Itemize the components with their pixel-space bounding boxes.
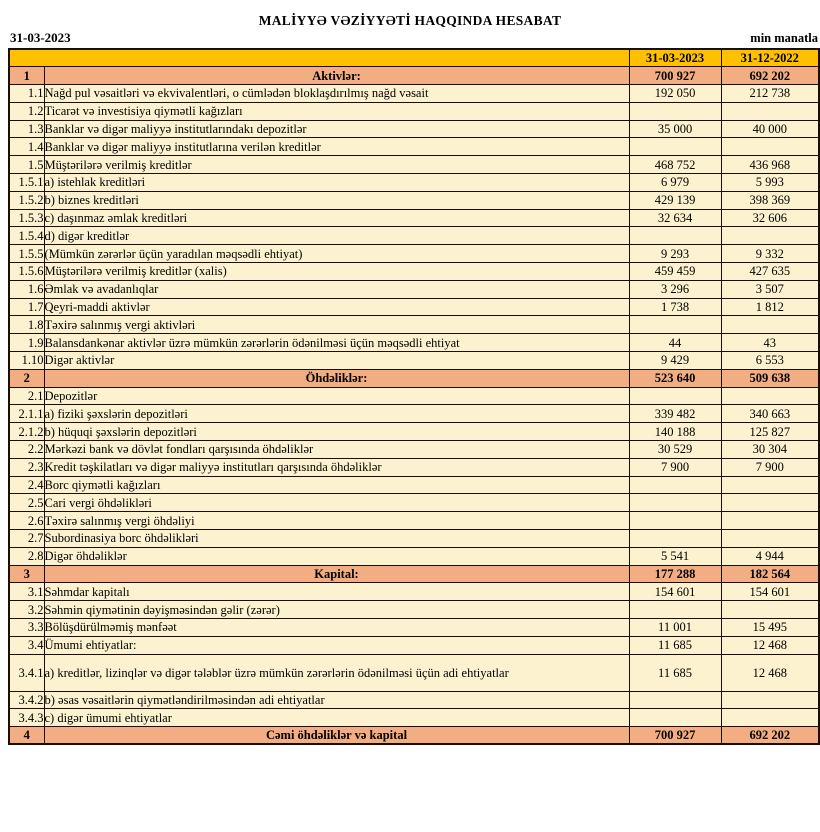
row-value-current: [629, 387, 721, 405]
table-row: [9, 387, 819, 405]
row-value-current: 177 288: [629, 565, 721, 583]
table-row: [9, 156, 819, 174]
row-value-previous: 4 944: [721, 547, 819, 565]
row-value-current: 523 640: [629, 369, 721, 387]
table-row: [9, 423, 819, 441]
report-date: 31-03-2023: [10, 30, 71, 45]
row-number: 2.1.1: [9, 405, 44, 423]
section-row: [9, 565, 819, 583]
table-row: [9, 601, 819, 619]
row-value-current: [629, 494, 721, 512]
row-number: 2.7: [9, 530, 44, 548]
row-value-previous: 340 663: [721, 405, 819, 423]
row-label: Kapital:: [44, 565, 629, 583]
row-label: Bölüşdürülməmiş mənfəət: [44, 619, 629, 637]
row-value-previous: [721, 102, 819, 120]
row-label: Qeyri-maddi aktivlər: [44, 298, 629, 316]
financial-position-table: [8, 48, 820, 745]
row-label: Müştərilərə verilmiş kreditlər (xalis): [44, 263, 629, 281]
row-label: Banklar və digər maliyyə institutlarındakı depozitlər: [44, 120, 629, 138]
table-row: [9, 316, 819, 334]
row-label: Aktivlər:: [44, 67, 629, 85]
table-row: [9, 298, 819, 316]
row-value-previous: [721, 138, 819, 156]
row-value-current: 6 979: [629, 174, 721, 192]
row-value-previous: 692 202: [721, 67, 819, 85]
row-label: Digər öhdəliklər: [44, 547, 629, 565]
row-label: Müştərilərə verilmiş kreditlər: [44, 156, 629, 174]
row-value-previous: 212 738: [721, 85, 819, 103]
row-number: 1.1: [9, 85, 44, 103]
table-row: [9, 619, 819, 637]
table-row: [9, 138, 819, 156]
table-row: [9, 512, 819, 530]
table-row: [9, 654, 819, 691]
row-value-previous: 32 606: [721, 209, 819, 227]
table-row: [9, 227, 819, 245]
row-number: 1.5.4: [9, 227, 44, 245]
row-value-current: 11 001: [629, 619, 721, 637]
row-value-previous: 6 553: [721, 352, 819, 370]
row-value-current: 3 296: [629, 280, 721, 298]
row-number: 3.1: [9, 583, 44, 601]
row-value-previous: 398 369: [721, 191, 819, 209]
row-number: 1.5: [9, 156, 44, 174]
row-value-previous: 509 638: [721, 369, 819, 387]
row-number: 1.6: [9, 280, 44, 298]
row-number: 4: [9, 727, 44, 745]
row-value-previous: 7 900: [721, 458, 819, 476]
row-value-previous: [721, 494, 819, 512]
row-label: Subordinasiya borc öhdəlikləri: [44, 530, 629, 548]
row-label: Təxirə salınmış vergi aktivləri: [44, 316, 629, 334]
row-value-previous: [721, 476, 819, 494]
table-row: [9, 174, 819, 192]
table-row: [9, 102, 819, 120]
table-row: [9, 334, 819, 352]
row-value-current: 1 738: [629, 298, 721, 316]
row-value-current: [629, 227, 721, 245]
row-value-current: 468 752: [629, 156, 721, 174]
row-number: 1.10: [9, 352, 44, 370]
column-header-row: [9, 49, 819, 67]
table-row: [9, 352, 819, 370]
row-value-previous: 15 495: [721, 619, 819, 637]
table-row: [9, 191, 819, 209]
row-value-previous: 30 304: [721, 441, 819, 459]
row-value-previous: 40 000: [721, 120, 819, 138]
column-header-previous: 31-12-2022: [721, 49, 819, 67]
row-value-current: 11 685: [629, 654, 721, 691]
row-value-current: 32 634: [629, 209, 721, 227]
table-row: [9, 245, 819, 263]
row-value-current: [629, 102, 721, 120]
row-label: Depozitlər: [44, 387, 629, 405]
row-number: 3.4.3: [9, 709, 44, 727]
row-number: 2.3: [9, 458, 44, 476]
row-label: Kredit təşkilatları və digər maliyyə institutları qarşısında öhdəliklər: [44, 458, 629, 476]
table-row: [9, 85, 819, 103]
row-number: 2.4: [9, 476, 44, 494]
row-number: 2.8: [9, 547, 44, 565]
row-label: a) istehlak kreditləri: [44, 174, 629, 192]
row-label: Əmlak və avadanlıqlar: [44, 280, 629, 298]
row-number: 1.2: [9, 102, 44, 120]
row-label: Təxirə salınmış vergi öhdəliyi: [44, 512, 629, 530]
section-row: [9, 727, 819, 745]
row-label: Nağd pul vəsaitləri və ekvivalentləri, o cümlədən bloklaşdırılmış nağd vəsait: [44, 85, 629, 103]
row-label: Banklar və digər maliyyə institutlarına verilən kreditlər: [44, 138, 629, 156]
row-number: 1.3: [9, 120, 44, 138]
table-row: [9, 458, 819, 476]
section-row: [9, 369, 819, 387]
table-row: [9, 441, 819, 459]
table-row: [9, 709, 819, 727]
row-value-current: 459 459: [629, 263, 721, 281]
row-value-current: [629, 512, 721, 530]
row-label: c) digər ümumi ehtiyatlar: [44, 709, 629, 727]
row-number: 2.5: [9, 494, 44, 512]
row-value-current: 35 000: [629, 120, 721, 138]
row-value-previous: 9 332: [721, 245, 819, 263]
section-row: [9, 67, 819, 85]
row-value-current: [629, 691, 721, 709]
row-label: Mərkəzi bank və dövlət fondları qarşısında öhdəliklər: [44, 441, 629, 459]
row-value-current: [629, 476, 721, 494]
row-value-current: 7 900: [629, 458, 721, 476]
row-value-current: [629, 709, 721, 727]
row-label: c) daşınmaz əmlak kreditləri: [44, 209, 629, 227]
row-number: 2.6: [9, 512, 44, 530]
column-header-current: 31-03-2023: [629, 49, 721, 67]
table-row: [9, 530, 819, 548]
row-value-current: 9 429: [629, 352, 721, 370]
row-value-previous: [721, 387, 819, 405]
row-value-previous: 43: [721, 334, 819, 352]
row-label: Öhdəliklər:: [44, 369, 629, 387]
row-value-previous: 12 468: [721, 654, 819, 691]
row-label: Səhmdar kapitalı: [44, 583, 629, 601]
row-number: 3.3: [9, 619, 44, 637]
row-value-current: 700 927: [629, 727, 721, 745]
row-value-current: 192 050: [629, 85, 721, 103]
row-number: 1.5.1: [9, 174, 44, 192]
row-number: 1.4: [9, 138, 44, 156]
table-row: [9, 547, 819, 565]
row-label: Borc qiymətli kağızları: [44, 476, 629, 494]
row-value-current: 429 139: [629, 191, 721, 209]
row-number: 3.4: [9, 636, 44, 654]
row-label: Digər aktivlər: [44, 352, 629, 370]
row-number: 1.5.6: [9, 263, 44, 281]
row-label: Ticarət və investisiya qiymətli kağızları: [44, 102, 629, 120]
table-body: [9, 67, 819, 745]
row-number: 2.1: [9, 387, 44, 405]
meta-row: [0, 29, 820, 46]
row-value-previous: 3 507: [721, 280, 819, 298]
row-value-current: 5 541: [629, 547, 721, 565]
row-label: Ümumi ehtiyatlar:: [44, 636, 629, 654]
row-number: 1.9: [9, 334, 44, 352]
row-number: 2.2: [9, 441, 44, 459]
row-value-previous: 154 601: [721, 583, 819, 601]
row-value-previous: [721, 709, 819, 727]
row-value-current: 700 927: [629, 67, 721, 85]
row-number: 1.5.3: [9, 209, 44, 227]
row-label: a) kreditlər, lizinqlər və digər tələblər üzrə mümkün zərərlərin ödənilməsi üçün adi ehtiyatlar: [44, 654, 629, 691]
table-row: [9, 494, 819, 512]
table-row: [9, 476, 819, 494]
row-value-current: [629, 316, 721, 334]
row-label: a) fiziki şəxslərin depozitləri: [44, 405, 629, 423]
row-value-current: [629, 601, 721, 619]
row-label: Cari vergi öhdəlikləri: [44, 494, 629, 512]
row-label: b) hüquqi şəxslərin depozitləri: [44, 423, 629, 441]
row-value-previous: 182 564: [721, 565, 819, 583]
table-row: [9, 691, 819, 709]
row-value-previous: 427 635: [721, 263, 819, 281]
row-label: (Mümkün zərərlər üçün yaradılan məqsədli ehtiyat): [44, 245, 629, 263]
row-number: 3.2: [9, 601, 44, 619]
row-value-current: [629, 138, 721, 156]
row-label: Səhmin qiymətinin dəyişməsindən gəlir (zərər): [44, 601, 629, 619]
header-empty-cell: [9, 49, 629, 67]
row-value-previous: [721, 316, 819, 334]
row-value-current: 11 685: [629, 636, 721, 654]
row-value-previous: 5 993: [721, 174, 819, 192]
table-row: [9, 120, 819, 138]
row-value-previous: 1 812: [721, 298, 819, 316]
row-value-current: 154 601: [629, 583, 721, 601]
row-number: 1: [9, 67, 44, 85]
table-row: [9, 280, 819, 298]
row-value-previous: 12 468: [721, 636, 819, 654]
row-value-previous: 436 968: [721, 156, 819, 174]
row-number: 1.5.2: [9, 191, 44, 209]
row-value-previous: [721, 512, 819, 530]
row-label: b) əsas vəsaitlərin qiymətləndirilməsindən adi ehtiyatlar: [44, 691, 629, 709]
row-value-previous: [721, 530, 819, 548]
row-label: d) digər kreditlər: [44, 227, 629, 245]
table-row: [9, 263, 819, 281]
row-value-current: 339 482: [629, 405, 721, 423]
row-value-previous: 125 827: [721, 423, 819, 441]
table-row: [9, 209, 819, 227]
row-number: 3.4.1: [9, 654, 44, 691]
row-number: 1.8: [9, 316, 44, 334]
table-row: [9, 405, 819, 423]
row-number: 1.7: [9, 298, 44, 316]
row-value-current: [629, 530, 721, 548]
row-value-previous: [721, 691, 819, 709]
row-value-current: 9 293: [629, 245, 721, 263]
unit-label: min manatla: [750, 31, 818, 45]
row-label: Cəmi öhdəliklər və kapital: [44, 727, 629, 745]
row-number: 2.1.2: [9, 423, 44, 441]
row-number: 2: [9, 369, 44, 387]
row-number: 3: [9, 565, 44, 583]
row-value-current: 140 188: [629, 423, 721, 441]
table-row: [9, 583, 819, 601]
table-row: [9, 636, 819, 654]
row-number: 3.4.2: [9, 691, 44, 709]
row-number: 1.5.5: [9, 245, 44, 263]
row-label: b) biznes kreditləri: [44, 191, 629, 209]
row-value-previous: 692 202: [721, 727, 819, 745]
row-value-current: 30 529: [629, 441, 721, 459]
page-title: MALİYYƏ VƏZİYYƏTİ HAQQINDA HESABAT: [258, 13, 562, 28]
row-value-current: 44: [629, 334, 721, 352]
row-value-previous: [721, 601, 819, 619]
row-label: Balansdankənar aktivlər üzrə mümkün zərərlərin ödənilməsi üçün məqsədli ehtiyat: [44, 334, 629, 352]
row-value-previous: [721, 227, 819, 245]
